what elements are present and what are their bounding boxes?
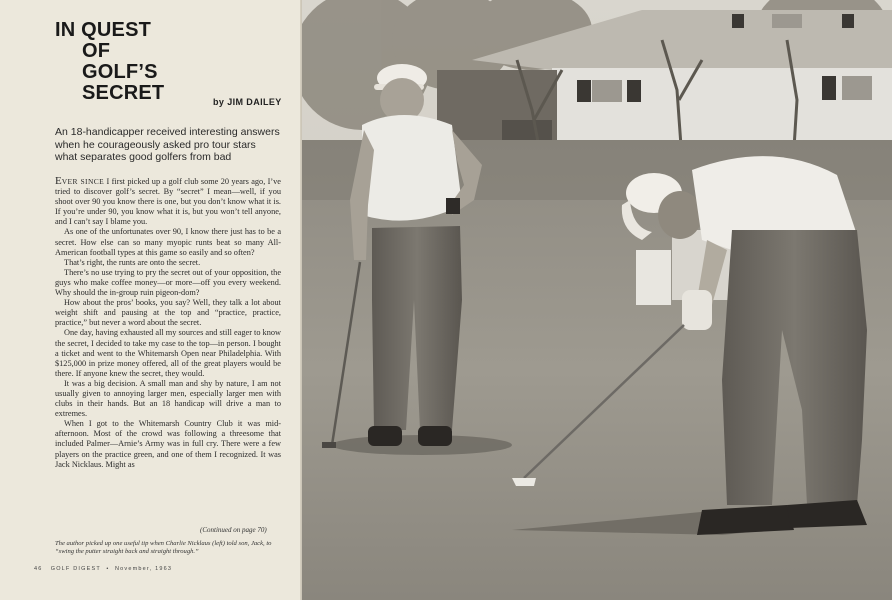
continued-note: (Continued on page 70) (200, 526, 267, 534)
headline (55, 20, 164, 104)
paragraph-1 (55, 176, 281, 227)
bench (636, 250, 671, 305)
paragraph-1-text: I first picked up a golf club some 20 years ago, I’ve tried to discover golf’s secret. By “secret” I mean—well, if you shoot over 90 you know there is one, but you don’t know what it is. If you’re under 90, you know what it is, but you won’t tell anyone, and I can’t say I blame you. (55, 177, 281, 227)
paragraph-7: It was a big decision. A small man and shy by nature, I am not usually given to annoying larger men, especially larger men with clubs in their hands. But an 18 handicap will drive a man to extremes. (55, 378, 281, 419)
page-number: 46 (34, 566, 43, 572)
byline: by JIM DAILEY (213, 97, 282, 107)
article-body (55, 176, 281, 470)
drop-cap: E (55, 175, 62, 187)
paragraph-2: As one of the unfortunates over 90, I know there just has to be a secret. How else can so many myopic runts beat so many All-American football types at this game so easily and so often? (55, 227, 281, 257)
deck: An 18-handicapper received interesting answers when he courageously asked pro tour stars what separates good golfers from bad (55, 126, 280, 163)
headline-line-2: OF (82, 40, 111, 62)
paragraph-3: That’s right, the runts are onto the secret. (64, 257, 201, 267)
photo-caption: The author picked up one useful tip when Charlie Nicklaus (left) told son, Jack, to “swing the putter straight back and straight through.” (55, 540, 272, 556)
headline-line-1: IN QUEST (55, 19, 152, 41)
golf-photo (302, 0, 892, 600)
paragraph-4: There’s no use trying to pry the secret out of your opposition, the guys who make coffee money—or more—off you every weekend. Why should the in-group ruin pigeon-dom? (55, 267, 281, 298)
magazine-name: GOLF DIGEST (50, 566, 101, 572)
headline-line-4: SECRET (82, 82, 165, 104)
paragraph-5: How about the pros’ books, you say? Well, they talk a lot about weight shift and pausing at the top and “practice, practice, practice,” but never a word about the secret. (55, 298, 281, 328)
issue-date: November, 1963 (114, 566, 173, 572)
left-page (0, 0, 302, 600)
paragraph-6: One day, having exhausted all my sources and still eager to know the secret, I decided to take my case to the top—in person. I bought a ticket and went to the Whitemarsh Open near Philadelphia. With $125,000 in prize money offered, all of the great players would be there. If anyone knew the secret, they would. (55, 328, 281, 378)
headline-line-3: GOLF’S (82, 61, 158, 83)
paragraph-8: When I got to the Whitemarsh Country Club it was mid-afternoon. Most of the crowd was following a threesome that included Palmer—Arnie’s Army was in full cry. There were a few players on the practice green, and one of them I recognized. It was Jack Nicklaus. Might as (55, 419, 281, 469)
folio: 46 GOLF DIGEST • November, 1963 (34, 566, 173, 572)
small-caps-lead: VER SINCE (61, 177, 105, 186)
